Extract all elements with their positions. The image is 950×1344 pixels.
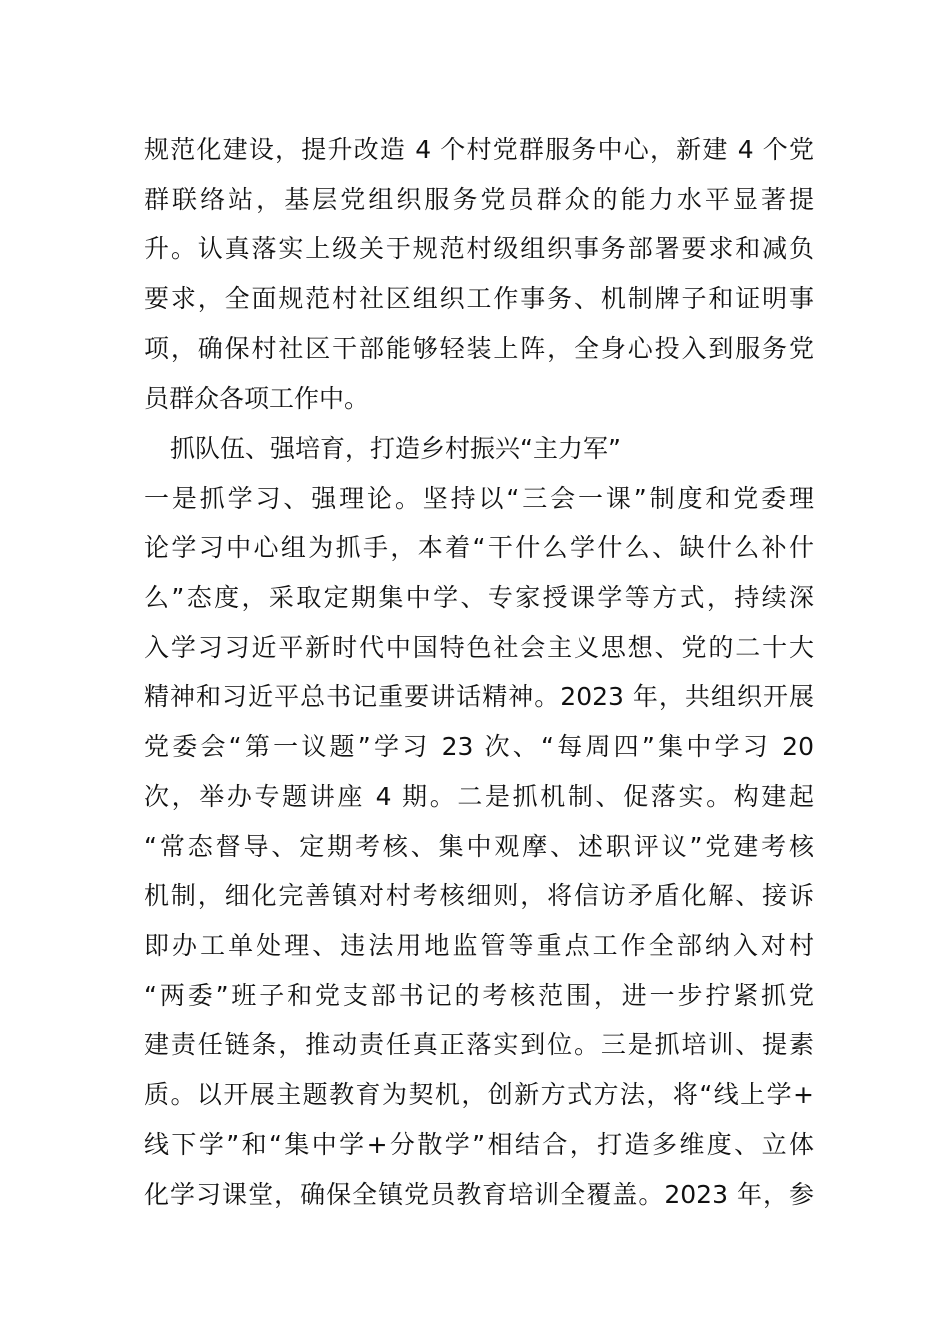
text-line: 群联络站，基层党组织服务党员群众的能力水平显著提 [144, 185, 814, 214]
section-heading: 抓队伍、强培育，打造乡村振兴“主力军” [170, 434, 621, 463]
text-line: 次，举办专题讲座 4 期。二是抓机制、促落实。构建起 [144, 782, 814, 811]
text-line: 线下学”和“集中学+分散学”相结合，打造多维度、立体 [144, 1130, 814, 1159]
text-line: “常态督导、定期考核、集中观摩、述职评议”党建考核 [144, 832, 814, 861]
text-line: 入学习习近平新时代中国特色社会主义思想、党的二十大 [144, 633, 814, 662]
text-line: 党委会“第一议题”学习 23 次、“每周四”集中学习 20 [144, 732, 814, 761]
text-line: 精神和习近平总书记重要讲话精神。2023 年，共组织开展 [144, 682, 814, 711]
text-line: 建责任链条，推动责任真正落实到位。三是抓培训、提素 [144, 1030, 814, 1059]
text-line: 机制，细化完善镇对村考核细则，将信访矛盾化解、接诉 [144, 881, 814, 910]
text-line: 一是抓学习、强理论。坚持以“三会一课”制度和党委理 [144, 484, 814, 513]
text-line: 规范化建设，提升改造 4 个村党群服务中心，新建 4 个党 [144, 135, 814, 164]
text-line: 论学习中心组为抓手，本着“干什么学什么、缺什么补什 [144, 533, 814, 562]
text-line: 么”态度，采取定期集中学、专家授课学等方式，持续深 [144, 583, 814, 612]
text-line: 员群众各项工作中。 [144, 384, 370, 413]
text-line: 升。认真落实上级关于规范村级组织事务部署要求和减负 [144, 234, 814, 263]
text-line: 即办工单处理、违法用地监管等重点工作全部纳入对村 [144, 931, 814, 960]
text-line: 要求，全面规范村社区组织工作事务、机制牌子和证明事 [144, 284, 814, 313]
text-line: 项，确保村社区干部能够轻装上阵，全身心投入到服务党 [144, 334, 814, 363]
text-line: 质。以开展主题教育为契机，创新方式方法，将“线上学+ [144, 1080, 814, 1109]
text-line: 化学习课堂，确保全镇党员教育培训全覆盖。2023 年，参 [144, 1180, 814, 1209]
text-line: “两委”班子和党支部书记的考核范围，进一步拧紧抓党 [144, 981, 814, 1010]
